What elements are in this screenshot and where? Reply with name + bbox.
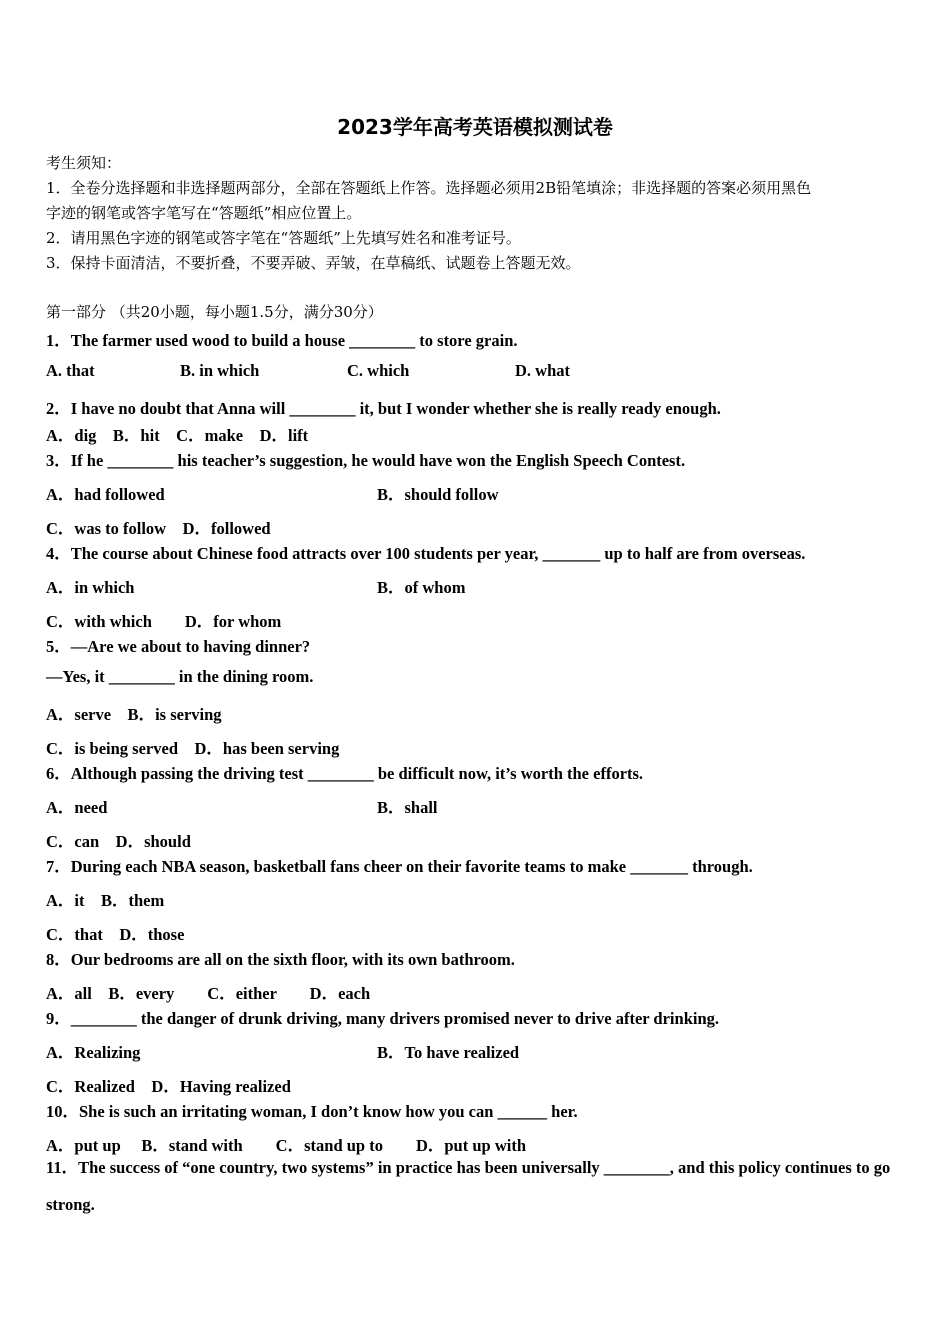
notice-item: 3．保持卡面清洁，不要折叠，不要弄破、弄皱，在草稿纸、试题卷上答题无效。 (46, 254, 581, 272)
option-a: A．had followed (46, 485, 165, 504)
options-row: A．serve B．is serving (46, 705, 222, 724)
options-row: C．was to follow D．followed (46, 519, 271, 538)
question-stem: 4．The course about Chinese food attracts over 100 students per year, _______ up to half are from overseas. (46, 544, 806, 563)
options-row: C．Realized D．Having realized (46, 1077, 291, 1096)
notice-item: 字迹的钢笔或答字笔写在“答题纸”相应位置上。 (46, 204, 362, 222)
question-stem: 6．Although passing the driving test ________ be difficult now, it’s worth the efforts. (46, 764, 644, 783)
option-b: B．shall (377, 798, 438, 817)
question-stem: 3．If he ________ his teacher’s suggestion, he would have won the English Speech Contest. (46, 451, 686, 470)
page-title: 2023学年高考英语模拟测试卷 (337, 115, 613, 139)
question-stem: 8．Our bedrooms are all on the sixth floor, with its own bathroom. (46, 950, 515, 969)
section-heading: 第一部分 （共20小题，每小题1.5分，满分30分） (46, 303, 383, 321)
options-row: C．is being served D．has been serving (46, 739, 340, 758)
option-a: A．in which (46, 578, 135, 597)
options-row: A．it B．them (46, 891, 165, 910)
option-b: B．To have realized (377, 1043, 520, 1062)
notice-heading: 考生须知： (46, 154, 122, 172)
question-stem-reply: —Yes, it ________ in the dining room. (46, 667, 314, 686)
question-stem: 1．The farmer used wood to build a house ________ to store grain. (46, 331, 518, 350)
notice-item: 2．请用黑色字迹的钢笔或答字笔在“答题纸”上先填写姓名和准考证号。 (46, 229, 521, 247)
option-d: D. what (515, 361, 571, 380)
option-a: A. that (46, 361, 95, 380)
options-row: C．can D．should (46, 832, 191, 851)
notice-item: 1．全卷分选择题和非选择题两部分，全部在答题纸上作答。选择题必须用2B铅笔填涂；非选择题的答案必须用黑色 (46, 179, 812, 197)
option-b: B．should follow (377, 485, 499, 504)
option-a: A．Realizing (46, 1043, 141, 1062)
question-stem: 2．I have no doubt that Anna will ________ it, but I wonder whether she is really ready enough. (46, 399, 721, 418)
question-stem: 11．The success of “one country, two systems” in practice has been universally ________, and this policy continues to go strong. (46, 1158, 891, 1214)
options-row: A．dig B．hit C．make D．lift (46, 426, 309, 445)
option-b: B．of whom (377, 578, 466, 597)
question-stem: 9．________ the danger of drunk driving, many drivers promised never to drive after drinking. (46, 1009, 720, 1028)
options-row: C．with which D．for whom (46, 612, 282, 631)
option-b: B. in which (180, 361, 260, 380)
options-row: A．all B．every C．either D．each (46, 984, 371, 1003)
options-row: C．that D．those (46, 925, 185, 944)
question-stem: 10．She is such an irritating woman, I don’t know how you can ______ her. (46, 1102, 578, 1121)
question-stem: 7．During each NBA season, basketball fans cheer on their favorite teams to make _______ through. (46, 857, 753, 876)
option-c: C. which (347, 361, 410, 380)
options-row: A．put up B．stand with C．stand up to D．put up with (46, 1136, 527, 1155)
question-stem: 5．—Are we about to having dinner? (46, 637, 311, 656)
option-a: A．need (46, 798, 108, 817)
